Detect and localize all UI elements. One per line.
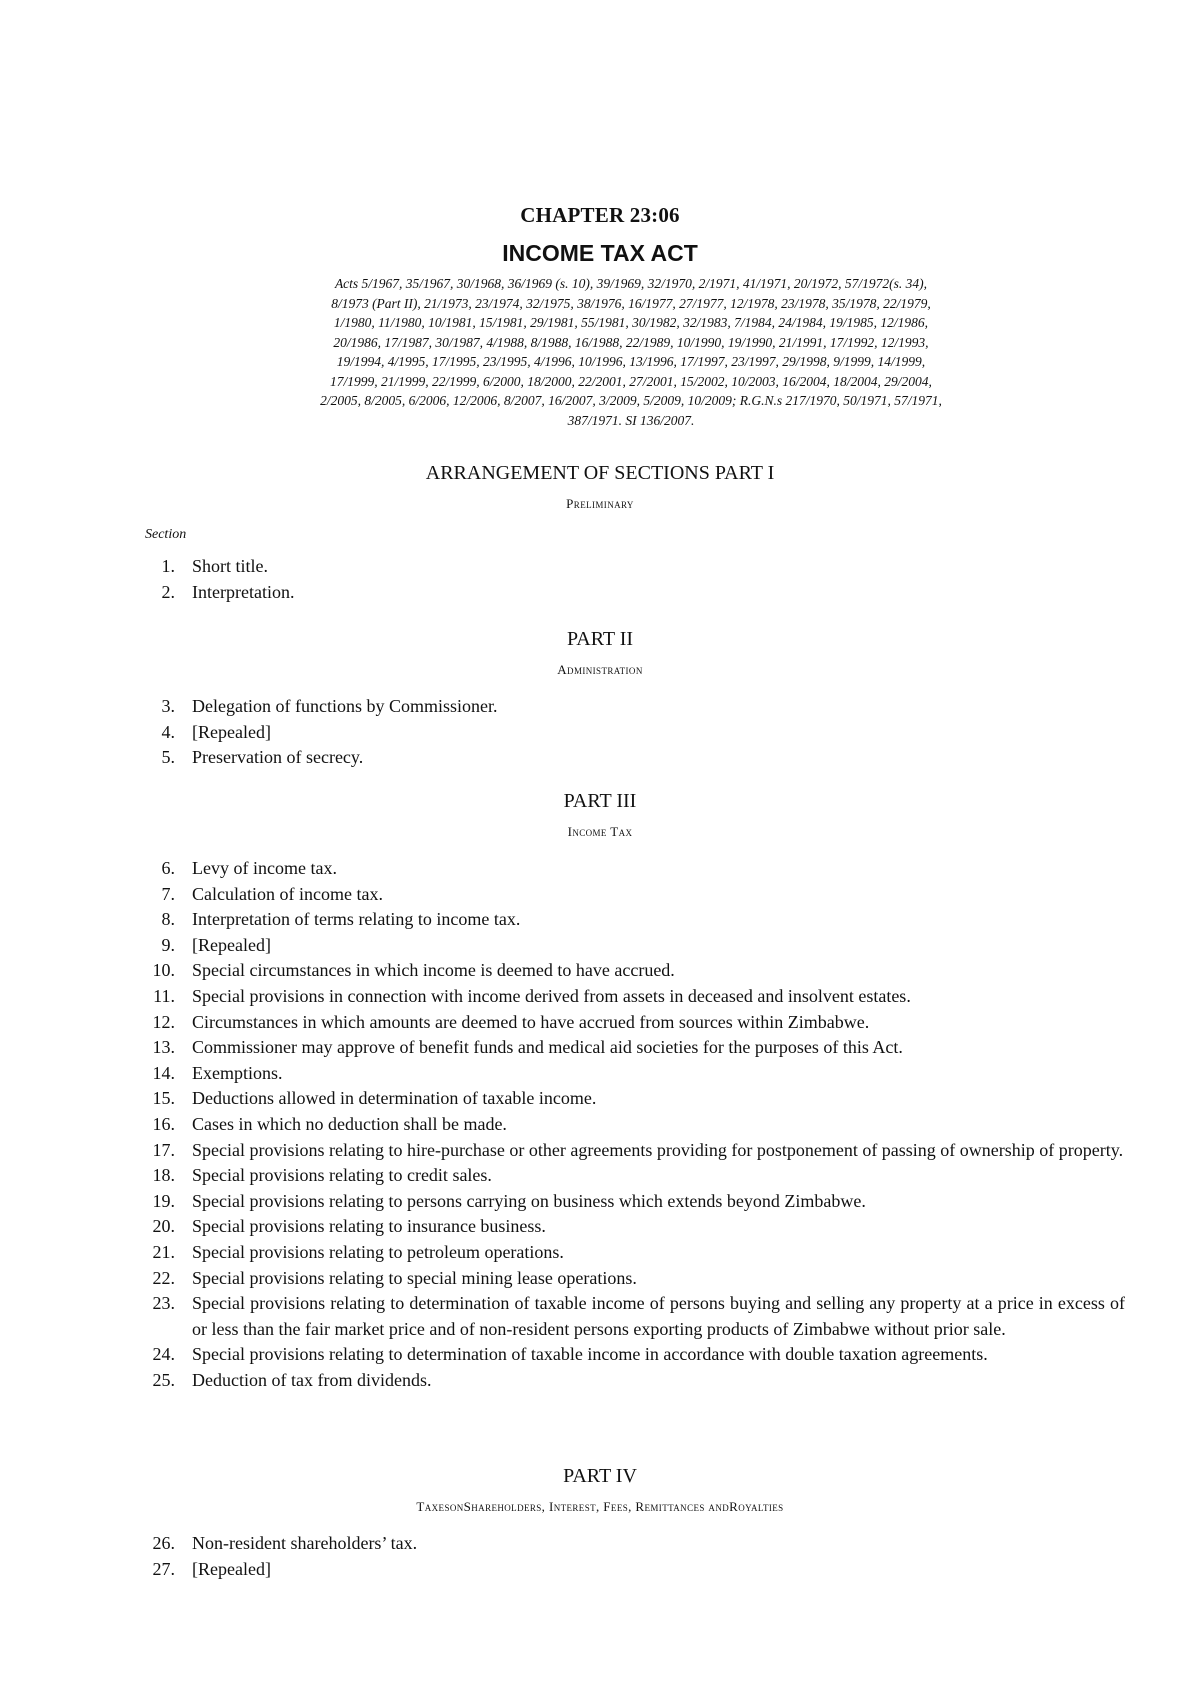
part4-section-list xyxy=(140,1531,1125,1582)
part4-subheading: TaxesonShareholders, Interest, Fees, Remittances andRoyalties xyxy=(416,1499,784,1514)
part1-section-list xyxy=(140,554,1125,605)
list-item xyxy=(140,1368,1125,1394)
list-item xyxy=(140,1214,1125,1240)
list-item xyxy=(140,933,1125,959)
section-number: 8. xyxy=(161,909,175,930)
section-title: Deductions allowed in determination of taxable income. xyxy=(192,1088,597,1109)
list-item xyxy=(140,720,1125,746)
list-item xyxy=(140,1266,1125,1292)
list-item xyxy=(140,1163,1125,1189)
section-title: Special provisions relating to determination of taxable income in accordance with double taxation agreements. xyxy=(192,1344,988,1365)
section-title: Special provisions in connection with income derived from assets in deceased and insolvent estates. xyxy=(192,985,911,1006)
list-item xyxy=(140,1061,1125,1087)
section-title: Special provisions relating to credit sales. xyxy=(192,1165,492,1186)
section-title: Preservation of secrecy. xyxy=(192,747,364,768)
section-number: 11. xyxy=(153,985,175,1006)
section-title: Short title. xyxy=(192,556,268,576)
section-title: Levy of income tax. xyxy=(192,858,337,878)
section-number: 14. xyxy=(152,1062,175,1083)
part2-heading: PART II xyxy=(566,628,634,650)
arrangement-heading: ARRANGEMENT OF SECTIONS PART I xyxy=(425,462,775,484)
section-title: Commissioner may approve of benefit funds and medical aid societies for the purposes of this Act. xyxy=(192,1037,903,1058)
section-number: 26. xyxy=(152,1533,175,1553)
section-title: Interpretation of terms relating to income tax. xyxy=(192,909,521,930)
list-item xyxy=(140,1291,1125,1342)
list-item xyxy=(140,1112,1125,1138)
part2-subheading: Administration xyxy=(557,662,643,677)
section-title: Special provisions relating to insurance business. xyxy=(192,1216,546,1237)
part3-heading: PART III xyxy=(563,790,637,812)
list-item xyxy=(140,882,1125,908)
section-title: Delegation of functions by Commissioner. xyxy=(192,696,498,716)
list-item xyxy=(140,694,1125,720)
acts-line: 19/1994, 4/1995, 17/1995, 23/1995, 4/1996, 10/1996, 13/1996, 17/1997, 23/1997, 29/1998, 9/1999, 14/1999, xyxy=(336,354,926,369)
list-item xyxy=(140,554,1125,580)
section-number: 13. xyxy=(152,1037,175,1058)
list-item xyxy=(140,856,1125,882)
list-item xyxy=(140,1240,1125,1266)
list-item xyxy=(140,745,1125,771)
section-number: 10. xyxy=(152,960,175,981)
section-number: 12. xyxy=(152,1011,175,1032)
section-title: Cases in which no deduction shall be made. xyxy=(192,1113,507,1134)
section-title: Interpretation. xyxy=(192,581,295,602)
section-number: 23. xyxy=(152,1293,175,1314)
section-number: 16. xyxy=(152,1113,175,1134)
section-number: 7. xyxy=(161,883,175,904)
section-number: 20. xyxy=(152,1216,175,1237)
section-number: 22. xyxy=(152,1267,175,1288)
section-title: [Repealed] xyxy=(192,721,271,742)
section-number: 9. xyxy=(161,934,175,955)
acts-line: 1/1980, 11/1980, 10/1981, 15/1981, 29/1981, 55/1981, 30/1982, 32/1983, 7/1984, 24/1984, 19/1985, 12/1986, xyxy=(333,315,929,330)
section-number: 19. xyxy=(152,1190,175,1211)
act-title: INCOME TAX ACT xyxy=(502,240,698,266)
acts-line: 387/1971. SI 136/2007. xyxy=(567,412,695,428)
acts-line: 8/1973 (Part II), 21/1973, 23/1974, 32/1975, 38/1976, 16/1977, 27/1977, 12/1978, 23/1978, 35/1978, 22/1979, xyxy=(331,295,931,311)
section-number: 27. xyxy=(152,1558,175,1579)
part2-section-list xyxy=(140,694,1125,771)
list-item xyxy=(140,1557,1125,1583)
list-item xyxy=(140,1138,1125,1164)
list-item xyxy=(140,1010,1125,1036)
section-number: 21. xyxy=(152,1241,175,1262)
section-title: Calculation of income tax. xyxy=(192,883,383,904)
acts-line: 17/1999, 21/1999, 22/1999, 6/2000, 18/2000, 22/2001, 27/2001, 15/2002, 10/2003, 16/2004, 18/2004, 29/2004, xyxy=(330,373,932,389)
list-item xyxy=(140,1531,1125,1557)
list-item xyxy=(140,984,1125,1010)
section-title: Special provisions relating to determination of taxable income of persons buying and selling any property at a price in excess of or less than the fair market price and of non-resident persons exporting products of Zimbabwe without prior sale. xyxy=(192,1293,1125,1339)
section-number: 3. xyxy=(161,696,175,716)
list-item xyxy=(140,1086,1125,1112)
section-title: Special provisions relating to hire-purchase or other agreements providing for postponement of passing of ownership of property. xyxy=(192,1139,1124,1160)
list-item xyxy=(140,1189,1125,1215)
section-title: Special provisions relating to petroleum operations. xyxy=(192,1241,564,1262)
section-title: [Repealed] xyxy=(192,1558,271,1579)
section-number: 15. xyxy=(152,1088,175,1109)
list-item xyxy=(140,907,1125,933)
list-item xyxy=(140,1342,1125,1368)
section-number: 1. xyxy=(161,556,175,576)
amending-acts-list xyxy=(255,274,1007,430)
section-title: Special provisions relating to special mining lease operations. xyxy=(192,1267,637,1288)
section-title: Circumstances in which amounts are deemed to have accrued from sources within Zimbabwe. xyxy=(192,1011,870,1032)
section-number: 17. xyxy=(152,1139,175,1160)
section-title: Deduction of tax from dividends. xyxy=(192,1369,432,1390)
part4-heading: PART IV xyxy=(563,1465,637,1487)
section-number: 24. xyxy=(152,1344,175,1365)
section-column-label: Section xyxy=(145,527,187,542)
chapter-number: CHAPTER 23:06 xyxy=(520,203,680,227)
section-number: 18. xyxy=(152,1165,175,1186)
acts-line: 20/1986, 17/1987, 30/1987, 4/1988, 8/1988, 16/1988, 22/1989, 10/1990, 19/1990, 21/1991, 17/1992, 12/1993, xyxy=(333,334,929,350)
list-item xyxy=(140,1035,1125,1061)
part1-subheading: Preliminary xyxy=(566,496,634,511)
section-title: Exemptions. xyxy=(192,1062,283,1083)
acts-line: Acts 5/1967, 35/1967, 30/1968, 36/1969 (s. 10), 39/1969, 32/1970, 2/1971, 41/1971, 20/1972, 57/1972(s. 34), xyxy=(334,276,928,291)
section-title: Non-resident shareholders’ tax. xyxy=(192,1533,418,1553)
part3-subheading: Income Tax xyxy=(567,824,633,839)
section-number: 4. xyxy=(161,721,175,742)
section-number: 6. xyxy=(161,858,175,878)
part3-section-list xyxy=(140,856,1125,1393)
section-title: Special provisions relating to persons carrying on business which extends beyond Zimbabwe. xyxy=(192,1190,866,1211)
section-number: 2. xyxy=(161,581,175,602)
section-title: [Repealed] xyxy=(192,934,271,955)
section-title: Special circumstances in which income is deemed to have accrued. xyxy=(192,960,675,981)
section-number: 25. xyxy=(152,1369,175,1390)
list-item xyxy=(140,580,1125,606)
list-item xyxy=(140,958,1125,984)
section-number: 5. xyxy=(161,747,175,768)
acts-line: 2/2005, 8/2005, 6/2006, 12/2006, 8/2007, 16/2007, 3/2009, 5/2009, 10/2009; R.G.N.s 217/1970, 50/1971, 57/1971, xyxy=(320,393,942,408)
